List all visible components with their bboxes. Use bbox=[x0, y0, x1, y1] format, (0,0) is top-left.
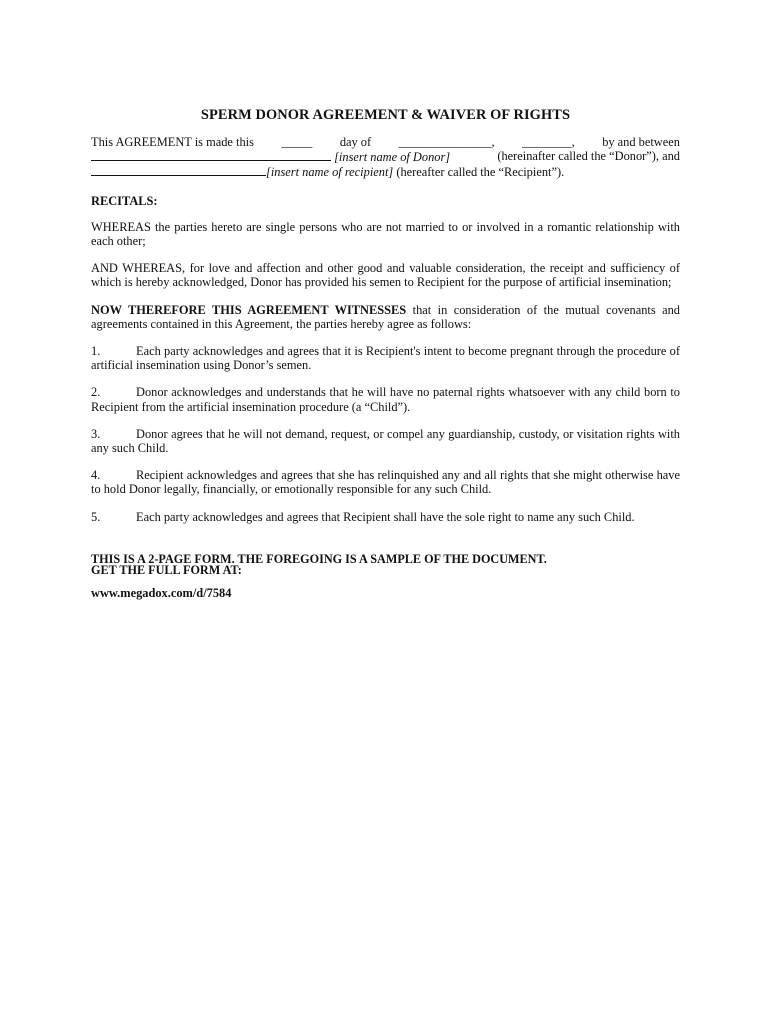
intro-this-agreement: This AGREEMENT is made this bbox=[91, 135, 254, 149]
clause-text: Donor agrees that he will not demand, request, or compel any guardianship, custody, or visitation rights with any such Child. bbox=[91, 426, 680, 456]
clause-5 bbox=[91, 510, 680, 524]
recital-2: AND WHEREAS, for love and affection and other good and valuable consideration, the receipt and sufficiency of which is hereby acknowledged, Donor has provided his semen to Recipient for the purpose of artificial insemination; bbox=[91, 261, 680, 290]
recipient-name-blank bbox=[91, 164, 266, 176]
intro-line-3 bbox=[91, 164, 680, 179]
witnesses-paragraph bbox=[91, 303, 680, 331]
intro-by-and-between: by and between bbox=[602, 135, 680, 149]
recipient-suffix: (hereafter called the “Recipient”). bbox=[396, 165, 565, 180]
intro-line-1 bbox=[91, 135, 680, 149]
clause-3 bbox=[91, 427, 680, 455]
clause-text: Donor acknowledges and understands that he will have no paternal rights whatsoever with any child born to Recipient from the artificial insemination procedure (a “Child”). bbox=[91, 385, 680, 414]
recital-1: WHEREAS the parties hereto are single persons who are not married to or involved in a romantic relationship with each other; bbox=[91, 219, 680, 249]
clause-number: 3. bbox=[91, 426, 101, 441]
blank-day: _____ bbox=[281, 135, 313, 149]
sample-notice-line-1: THIS IS A 2-PAGE FORM. THE FOREGOING IS A SAMPLE OF THE DOCUMENT. bbox=[91, 551, 547, 566]
clause-text: Recipient acknowledges and agrees that she has relinquished any and all rights that she might otherwise have to hold Donor legally, financially, or emotionally responsible for any such Child. bbox=[91, 468, 680, 497]
recitals-heading: RECITALS: bbox=[91, 193, 158, 208]
recipient-placeholder: [insert name of recipient] bbox=[266, 165, 394, 180]
clause-number: 4. bbox=[91, 468, 101, 483]
intro-paragraph bbox=[91, 135, 680, 180]
clause-2 bbox=[91, 385, 680, 413]
document-title: SPERM DONOR AGREEMENT & WAIVER OF RIGHTS bbox=[200, 107, 571, 123]
full-form-link[interactable]: www.megadox.com/d/7584 bbox=[91, 586, 232, 601]
witnesses-rest: that in consideration of the mutual covenants and agreements contained in this Agreement, the parties hereby agree as follows: bbox=[91, 302, 680, 331]
document-content bbox=[91, 106, 680, 600]
clause-4 bbox=[91, 468, 680, 496]
intro-day-of: day of bbox=[339, 135, 372, 149]
clause-number: 1. bbox=[91, 344, 101, 359]
witnesses-lead: NOW THEREFORE THIS AGREEMENT WITNESSES bbox=[91, 302, 407, 317]
intro-line-2 bbox=[91, 149, 680, 164]
clause-text: Each party acknowledges and agrees that it is Recipient's intent to become pregnant through the procedure of artificial insemination using Donor’s semen. bbox=[91, 344, 680, 373]
clause-1 bbox=[91, 344, 680, 372]
donor-placeholder: [insert name of Donor] bbox=[334, 150, 451, 165]
sample-notice bbox=[91, 551, 680, 578]
clause-text: Each party acknowledges and agrees that Recipient shall have the sole right to name any such Child. bbox=[136, 509, 635, 524]
clause-number: 5. bbox=[91, 509, 101, 524]
sample-notice-line-2: GET THE FULL FORM AT: bbox=[91, 563, 242, 578]
clause-number: 2. bbox=[91, 385, 101, 400]
blank-month: _______________, bbox=[398, 135, 495, 149]
donor-name-blank bbox=[91, 149, 331, 161]
blank-year: ________, bbox=[522, 135, 575, 149]
donor-suffix: (hereinafter called the “Donor”), and bbox=[497, 149, 680, 164]
